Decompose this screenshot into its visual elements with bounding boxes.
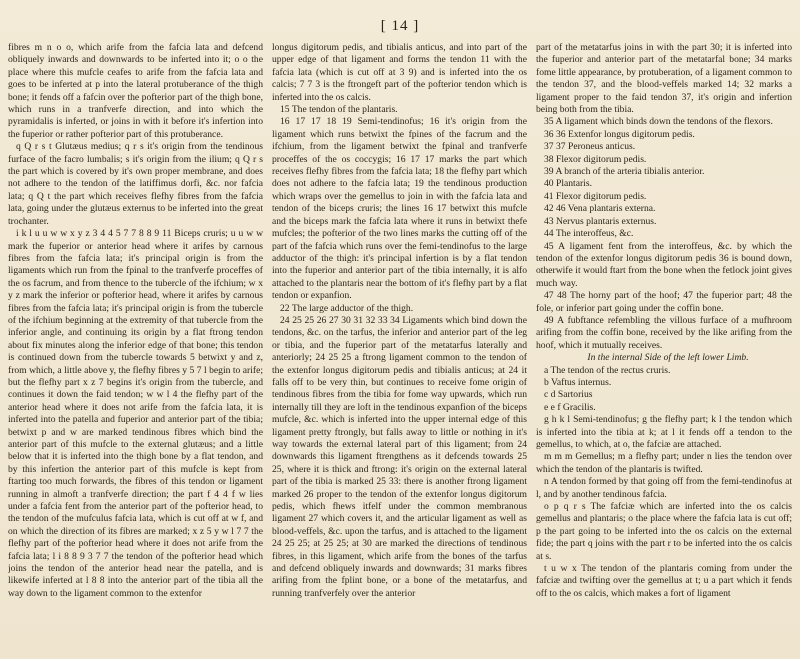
list-item: 39 A branch of the arteria tibialis anterior. <box>544 166 705 178</box>
text-column-left <box>8 42 263 654</box>
list-item: 49 A fubftance refembling the villous furface of a mufhroom arifing from the coffin bone, received by the like arifing from the hoof, which it mutually receives. <box>536 314 792 351</box>
paragraph: i k l u u w w x y z 3 4 4 5 7 7 8 8 9 11 Biceps cruris; u u w w mark the fuperior or anterior head where it arifes by carnous fibres from the fafcia lata; it's principal origin is from the ligaments which run from the fpinal to the tranfverfe proceffes of the os facrum, and from thence to the tubercle of the ifchium; w x y z mark the inferior or pofterior head, where it arifes by carnous fibres from the fafcia lata; it's principal origin is from the tubercle of the ifchium beginning at the extremity of that tubercle from the inferior angle, and continuing its origin by a flat ftrong tendon about fix minutes along the inferior edge of that bone; this tendon is continued down from the tubercle towards 5 betwixt y and z, from which, a little above y, the flefhy fibres y 5 7 l begin to arife; but the flefhy part x z 7 begins it's origin from the tubercle, and continues it down the faid tendon; w w l 4 the flefhy part of the anterior head where it does not arife from the fafcia lata, it is inferted into the patella and fuperior and anterior part of the tibia; betwixt p and w are marked tendinous fibres which bind the anterior part of this mufcle to the external glutæus; and a little below that it is inferted into the thigh bone by a flat tendon, and by this infertion the anterior part of this mufcle is kept from ftarting too much forwards, the fibres of this tendon or ligament running in almoft a tranfverfe direction; the part f 4 4 f w lies under a fafcia fent from the anterior part of the pofterior head, to the tendon of the mufculus fafcia lata, which is cut off at w f, and on which the direction of its fibres are marked; x z 5 y w l 7 7 the flefhy part of the pofterior head where it does not arife from the fafcia lata; l i 8 8 9 3 7 7 the tendon of the pofterior head which joins the tendon of the anterior head near the patella, and is likewife inferted at l 8 8 into the anterior part of the tibia all the way down to the ligament common to the extenfor <box>8 228 263 599</box>
paragraph: q Q r s t Glutæus medius; q r s it's origin from the tendinous furface of the facro lumbalis; s it's origin from the ilium; q Q r s the part which is covered by it's own proper membrane, and does not adhere to the tendon of the latiffimus dorfi, &c. nor fafcia lata; q Q t the part which receives flefhy fibres from the fafcia lata, going under the glutæus externus to be inferted into the great trochanter. <box>8 141 263 227</box>
list-item: 43 Nervus plantaris externus. <box>544 215 657 227</box>
paragraph: 15 The tendon of the plantaris. <box>280 104 398 116</box>
list-item: o p q r s The fafciæ which are inferted into the os calcis gemellus and plantaris; o the place where the fafcia lata is cut off; p the part going to be inferted into the os calcis on the external fide; the part q joins with the part r to be inferted into the os calcis at s. <box>536 501 792 562</box>
text-column-right <box>536 42 792 654</box>
list-item: a The tendon of the rectus cruris. <box>544 364 671 376</box>
list-item: b Vaftus internus. <box>544 376 612 388</box>
text-column-middle <box>272 42 527 654</box>
list-item: 40 Plantaris. <box>544 178 592 190</box>
page-number: [ 14 ] <box>380 18 420 34</box>
list-item: 41 Flexor digitorum pedis. <box>544 190 647 202</box>
list-item: 47 48 The horny part of the hoof; 47 the fuperior part; 48 the fole, or inferior part going under the coffin bone. <box>536 290 792 314</box>
list-item: 45 A ligament fent from the interoffeus, &c. by which the tendon of the extenfor longus digitorum pedis 36 is bound down, otherwife it would ftart from the bone when the fetlock joint gives much way. <box>536 240 792 289</box>
list-item: e e f Gracilis. <box>544 401 596 413</box>
list-item: 44 The interoffeus, &c. <box>544 228 634 240</box>
list-item: g h k l Semi-tendinofus; g the flefhy part; k l the tendon which is inferted into the tibia at k; at l it fends off a tendon to the gemellus, to which, at o, the fafciæ are attached. <box>536 414 792 450</box>
paragraph: 24 25 25 26 27 30 31 32 33 34 Ligaments which bind down the tendons, &c. on the tarfus, the inferior and anterior part of the leg or tibia, and the fuperior part of the metatarfus laterally and anteriorly; 24 25 25 a ftrong ligament common to the tendon of the extenfor longus digitorum pedis and tibialis anticus; at 24 it falls off to be very thin, but continues to receive fome origin of tendinous fibres from the tibia for fome way upwards, which run internally till they are loft in the tendinous expanfion of the biceps mufcle, &c. which is inferted into the upper internal edge of this ligament pretty ftrongly, but falls away to little or nothing in it's way towards the external lateral part of this ligament; from 24 downwards this ligament ftrengthens as it defcends towards 25 25, where it is thick and ftrong: it's origin on the external lateral part of the tibia is marked 25 33: there is another ftrong ligament marked 26 proper to the tendon of the extenfor longus digitorum pedis, which fhews itfelf under the common membranous ligament 27 which covers it, and the articular ligament as well as blood-veffels, &c. upon the tarfus, and is attached to the ligament 24 25 25; at 25 25; at 30 are marked the directions of tendinous fibres, in this ligament, which arife from the bones of the tarfus and defcend obliquely inwards and downwards; 31 marks fibres arifing from the fplint bone, or a bone of the metatarfus, and running tranfverfely over the anterior <box>272 314 527 599</box>
list-item: 36 36 Extenfor longus digitorum pedis. <box>544 128 695 140</box>
list-item: c d Sartorius <box>544 389 593 401</box>
list-item: n A tendon formed by that going off from the femi-tendinofus at l, and by another tendinous fafcia. <box>536 476 792 500</box>
list-item: 35 A ligament which binds down the tendons of the flexors. <box>544 116 773 128</box>
list-item: m m m Gemellus; m a flefhy part; under n lies the tendon over which the tendon of the plantaris is twifted. <box>536 451 792 475</box>
list-item: 42 46 Vena plantaris externa. <box>544 203 656 215</box>
list-item: t u w x The tendon of the plantaris coming from under the fafciæ and twifting over the gemellus at t; u a part which it fends off to the os calcis, which makes a fort of ligament <box>536 563 792 599</box>
list-item: 37 37 Peroneus anticus. <box>544 141 636 153</box>
section-heading: In the internal Side of the left lower Limb. <box>587 352 749 364</box>
paragraph: 16 17 17 18 19 Semi-tendinofus; 16 it's origin from the ligament which runs betwixt the fpines of the facrum and the ifchium, from the ligament betwixt the fpinal and tranfverfe proceffes of the os coccygis; 16 17 17 marks the part which receives flefhy fibres from the fafcia lata; 18 the flefhy part which does not adhere to the fafcia lata; 19 the tendinous production which wraps over the gemellus to join in with the fafcia lata and tendon of the biceps cruris; the lines 16 17 betwixt this mufcle and the biceps mark the fafcia lata where it runs in betwixt thefe mufcles; the pofterior of the two lines marks the cutting off of the part of the fafcia which runs over the femi-tendinofus to the large adductor of the thigh: it's principal infertion is by a flat tendon into the fuperior and anterior part of the tibia internally, it is alfo attached to the plantaris near the bottom of it's flefhy part by a flat tendon or expanfion. <box>272 116 527 302</box>
paragraph: fibres m n o o, which arife from the fafcia lata and defcend obliquely inwards and downwards to be inferted into it; o o the place where this mufcle ceafes to arife from the fafcia lata and goes to be inferted at p into the lateral protuberance of the thigh bone; it fends off a fafcin over the pofterior part of the thigh bone, which runs in a tranfverfe direction, and into which the pyramidalis is inferted, or joins in with it before it's infertion into the fuperior or rather pofterior part of this protuberance. <box>8 42 263 140</box>
paragraph: 22 The large adductor of the thigh. <box>280 302 414 314</box>
list-item: 38 Flexor digitorum pedis. <box>544 153 647 165</box>
paragraph: part of the metatarfus joins in with the part 30; it is inferted into the fuperior and anterior part of the metatarfal bone; 34 marks fome little appearance, by protuberation, of a ligament common to the tendon 37, and the blood-veffels marked 14; 32 marks a ligament proper to the faid tendon 37, it's origin and infertion being both from the tibia. <box>536 42 792 116</box>
paragraph: longus digitorum pedis, and tibialis anticus, and into part of the upper edge of that ligament and forms the tendon 11 with the fafcia lata (which is cut off at 3 9) and is inferted into the os calcis; 7 7 3 is the ftrongeft part of the pofterior tendon which is inferted into the os calcis. <box>272 42 527 103</box>
